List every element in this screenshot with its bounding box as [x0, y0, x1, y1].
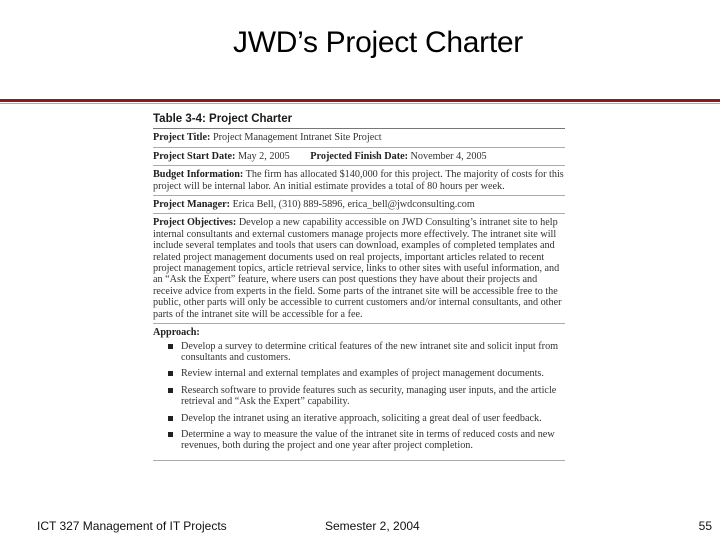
footer-page-number: 55 — [698, 519, 712, 533]
square-bullet-icon — [168, 388, 173, 393]
approach-item-text: Review internal and external templates and examples of project management documents. — [181, 368, 544, 380]
square-bullet-icon — [168, 416, 173, 421]
list-item — [153, 368, 565, 379]
approach-item-text: Research software to provide features such as security, managing user inputs, and the article retrieval and “Ask the Expert” capability. — [181, 384, 557, 408]
objectives-label: Project Objectives: — [153, 217, 237, 229]
objectives-row — [153, 214, 565, 324]
slide-title: JWD’s Project Charter — [233, 26, 523, 59]
objectives-value: Develop a new capability accessible on JWD Consulting’s intranet site to help internal consultants and external customers manage projects more effectively. The intranet site will include several templates and tools that users can download, examples of completed templates and related project management documents used on real projects, important articles related to recent project management topics, article retrieval service, links to other sites with useful information, and an “Ask the Expert” feature, where users can post questions they have about their projects and receive advice from experts in the field. Some parts of the intranet site will be accessible free to the public, other parts will only be accessible to current customers and/or internal consultants, and other parts of the intranet site will be accessible for a fee. — [153, 217, 562, 320]
approach-item-text: Develop the intranet using an iterative approach, soliciting a great deal of user feedback. — [181, 412, 542, 424]
finish-date-label: Projected Finish Date: — [310, 150, 408, 162]
list-item — [153, 341, 565, 364]
title-divider-shadow — [0, 103, 720, 104]
square-bullet-icon — [168, 432, 173, 437]
finish-date-value: November 4, 2005 — [410, 150, 487, 162]
approach-list — [153, 341, 565, 452]
approach-row — [153, 324, 565, 461]
project-manager-value: Erica Bell, (310) 889-5896, erica_bell@jwdconsulting.com — [232, 199, 475, 211]
project-dates-row — [153, 148, 565, 166]
title-divider — [0, 99, 720, 102]
budget-row — [153, 166, 565, 196]
budget-label: Budget Information: — [153, 169, 244, 181]
approach-label: Approach: — [153, 327, 200, 339]
table-caption: Table 3-4: Project Charter — [153, 114, 565, 129]
square-bullet-icon — [168, 371, 173, 376]
project-charter-table — [153, 114, 565, 461]
project-manager-row — [153, 196, 565, 214]
approach-item-text: Develop a survey to determine critical features of the new intranet site and solicit input from consultants and customers. — [181, 340, 559, 363]
project-title-value: Project Management Intranet Site Project — [212, 132, 382, 144]
list-item — [153, 385, 565, 408]
start-date-label: Project Start Date: — [153, 150, 236, 162]
list-item — [153, 429, 565, 452]
square-bullet-icon — [168, 344, 173, 349]
project-title-row — [153, 129, 565, 147]
budget-value: The firm has allocated $140,000 for this project. The majority of costs for this project will be internal labor. An initial estimate provides a total of 80 hours per week. — [153, 169, 564, 192]
footer-course: ICT 327 Management of IT Projects — [37, 519, 227, 533]
project-title-label: Project Title: — [153, 132, 211, 144]
approach-item-text: Determine a way to measure the value of the intranet site in terms of reduced costs and new revenues, both during the project and one year after project completion. — [181, 428, 555, 452]
project-manager-label: Project Manager: — [153, 199, 231, 211]
footer-semester: Semester 2, 2004 — [325, 519, 420, 533]
list-item — [153, 413, 565, 424]
start-date-value: May 2, 2005 — [237, 150, 290, 162]
